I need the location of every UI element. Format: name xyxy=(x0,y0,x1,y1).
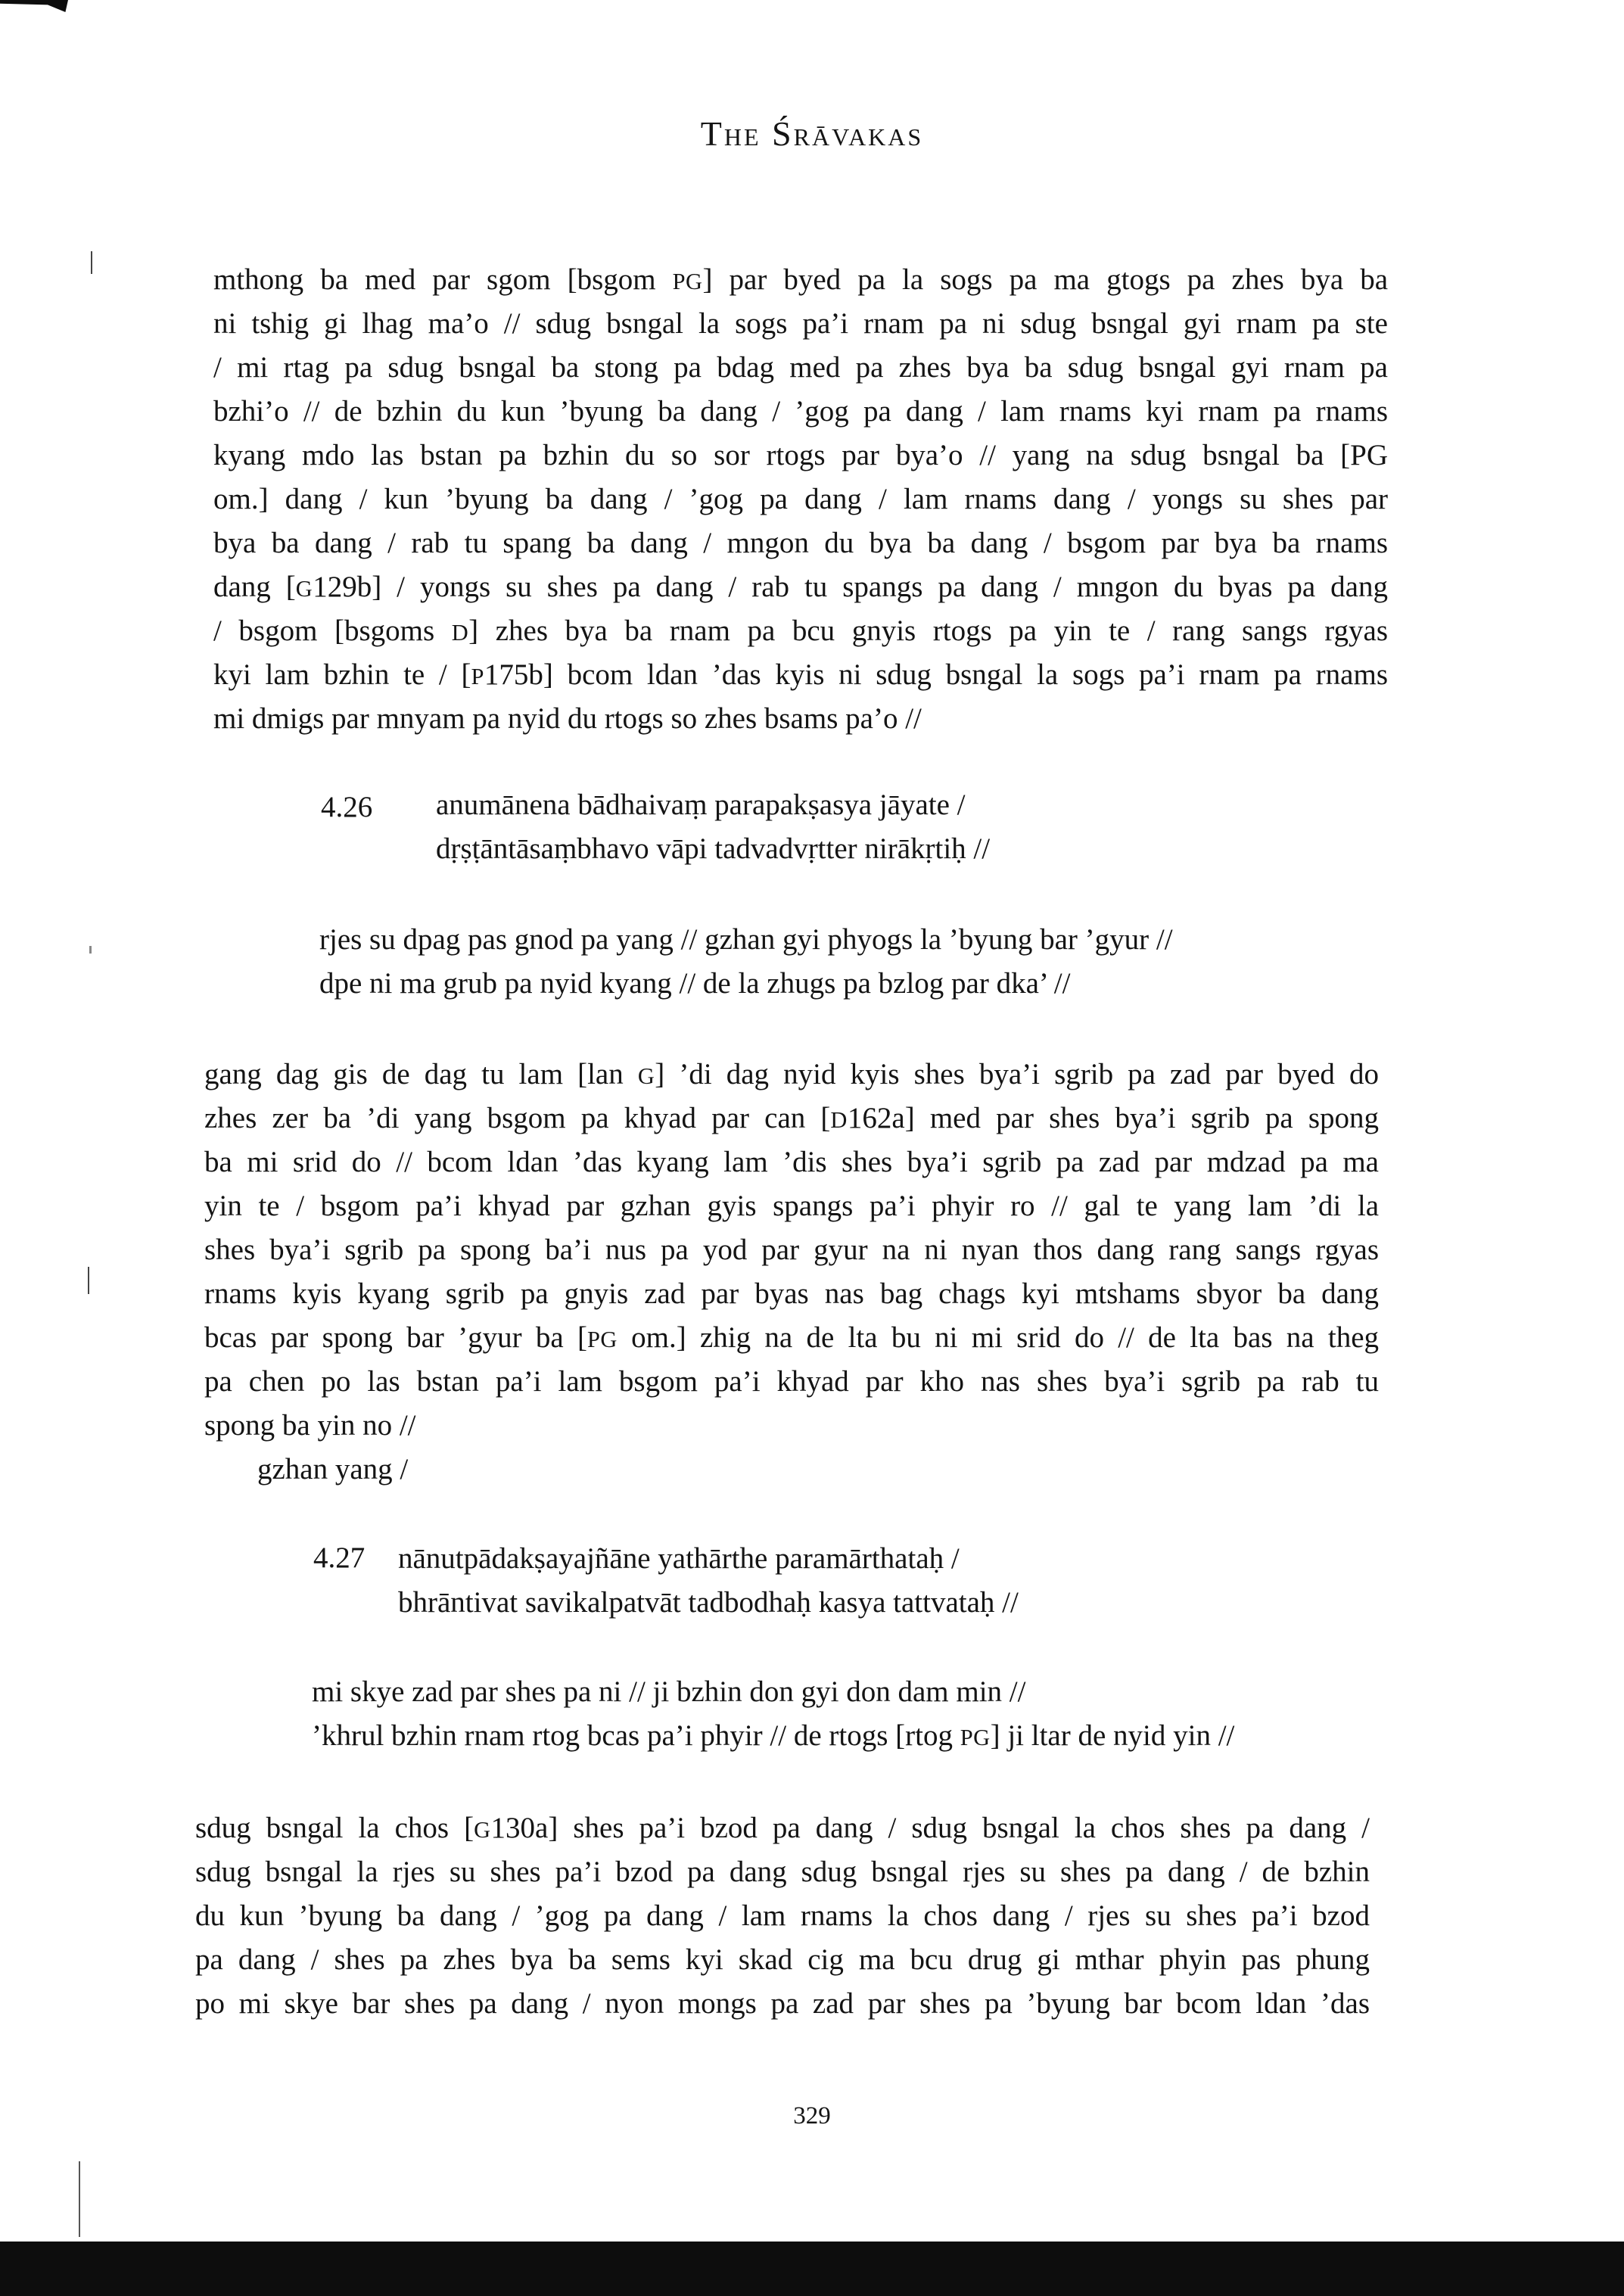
text-line: bzhi’o // de bzhin du kun ’byung ba dang / ’gog pa dang / lam rnams kyi rnam pa rnams xyxy=(213,395,1388,428)
text-line: / bsgom [bsgoms D] zhes bya ba rnam pa bcu gnyis rtogs pa yin te / rang sangs rgyas xyxy=(213,614,1388,647)
scan-bottom-edge xyxy=(0,2242,1624,2296)
page-number: 329 xyxy=(793,2102,831,2130)
text-line: spong ba yin no // xyxy=(204,1409,416,1442)
text-line: du kun ’byung ba dang / ’gog pa dang / lam rnams la chos dang / rjes su shes pa’i bzod xyxy=(195,1899,1370,1932)
sanskrit-line: bhrāntivat savikalpatvāt tadbodhaḥ kasya tattvataḥ // xyxy=(398,1586,1019,1619)
verse-number: 4.27 xyxy=(313,1542,366,1574)
text-line: / mi rtag pa sdug bsngal ba stong pa bdag med pa zhes bya ba sdug bsngal gyi rnam pa xyxy=(213,351,1388,384)
sanskrit-line: dṛṣṭāntāsaṃbhavo vāpi tadvadvṛtter nirākṛtiḥ // xyxy=(436,832,991,865)
text-line: gzhan yang / xyxy=(257,1453,409,1486)
tibetan-verse-line: ’khrul bzhin rnam rtog bcas pa’i phyir // de rtogs [rtog PG] ji ltar de nyid yin // xyxy=(312,1719,1235,1752)
text-line: gang dag gis de dag tu lam [lan G] ’di dag nyid kyis shes bya’i sgrib pa zad par byed do xyxy=(204,1058,1379,1090)
text-line: zhes zer ba ’di yang bsgom pa khyad par can [D162a] med par shes bya’i sgrib pa spong xyxy=(204,1102,1379,1134)
text-line: mi dmigs par mnyam pa nyid du rtogs so zhes bsams pa’o // xyxy=(213,702,922,735)
scan-corner-mark xyxy=(0,0,68,12)
tibetan-verse-line: rjes su dpag pas gnod pa yang // gzhan gyi phyogs la ’byung bar ’gyur // xyxy=(319,923,1173,956)
sanskrit-line: anumānena bādhaivaṃ parapakṣasya jāyate / xyxy=(436,789,966,821)
text-line: kyi lam bzhin te / [P175b] bcom ldan ’das kyis ni sdug bsngal la sogs pa’i rnam pa rnams xyxy=(213,658,1388,691)
text-line: yin te / bsgom pa’i khyad par gzhan gyis spangs pa’i phyir ro // gal te yang lam ’di la xyxy=(204,1190,1379,1222)
text-line: sdug bsngal la rjes su shes pa’i bzod pa dang sdug bsngal rjes su shes pa dang / de bzhin xyxy=(195,1856,1370,1888)
margin-mark xyxy=(89,946,92,954)
margin-mark xyxy=(91,251,92,274)
tibetan-verse-line: mi skye zad par shes pa ni // ji bzhin don gyi don dam min // xyxy=(312,1675,1026,1708)
text-line: pa chen po las bstan pa’i lam bsgom pa’i khyad par kho nas shes bya’i sgrib pa rab tu xyxy=(204,1365,1379,1398)
verse-number: 4.26 xyxy=(321,791,373,823)
sanskrit-line: nānutpādakṣayajñāne yathārthe paramārthataḥ / xyxy=(398,1542,960,1575)
text-line: sdug bsngal la chos [G130a] shes pa’i bzod pa dang / sdug bsngal la chos shes pa dang / xyxy=(195,1812,1370,1844)
text-line: ni tshig gi lhag ma’o // sdug bsngal la sogs pa’i rnam pa ni sdug bsngal gyi rnam pa ste xyxy=(213,307,1388,340)
text-line: kyang mdo las bstan pa bzhin du so sor rtogs par bya’o // yang na sdug bsngal ba [PG xyxy=(213,439,1388,471)
text-line: bcas par spong bar ’gyur ba [PG om.] zhig na de lta bu ni mi srid do // de lta bas na theg xyxy=(204,1321,1380,1354)
text-line: om.] dang / kun ’byung ba dang / ’gog pa dang / lam rnams dang / yongs su shes par xyxy=(213,483,1388,515)
text-line: mthong ba med par sgom [bsgom PG] par byed pa la sogs pa ma gtogs pa zhes bya ba xyxy=(213,263,1389,296)
crop-mark xyxy=(79,2161,80,2237)
tibetan-verse-line: dpe ni ma grub pa nyid kyang // de la zhugs pa bzlog par dka’ // xyxy=(319,967,1071,1000)
text-line: po mi skye bar shes pa dang / nyon mongs pa zad par shes pa ’byung bar bcom ldan ’das xyxy=(195,1987,1370,2020)
text-line: rnams kyis kyang sgrib pa gnyis zad par byas nas bag chags kyi mtshams sbyor ba dang xyxy=(204,1277,1379,1310)
text-line: bya ba dang / rab tu spang ba dang / mngon du bya ba dang / bsgom par bya ba rnams xyxy=(213,527,1388,559)
running-header: The Śrāvakas xyxy=(700,114,924,153)
text-line: ba mi srid do // bcom ldan ’das kyang lam ’dis shes bya’i sgrib pa zad par mdzad pa ma xyxy=(204,1146,1379,1178)
text-line: dang [G129b] / yongs su shes pa dang / rab tu spangs pa dang / mngon du byas pa dang xyxy=(213,571,1388,603)
text-line: pa dang / shes pa zhes bya ba sems kyi skad cig ma bcu drug gi mthar phyin pas phung xyxy=(195,1943,1370,1976)
text-line: shes bya’i sgrib pa spong ba’i nus pa yod par gyur na ni nyan thos dang rang sangs rgyas xyxy=(204,1234,1379,1266)
margin-mark xyxy=(88,1267,89,1294)
